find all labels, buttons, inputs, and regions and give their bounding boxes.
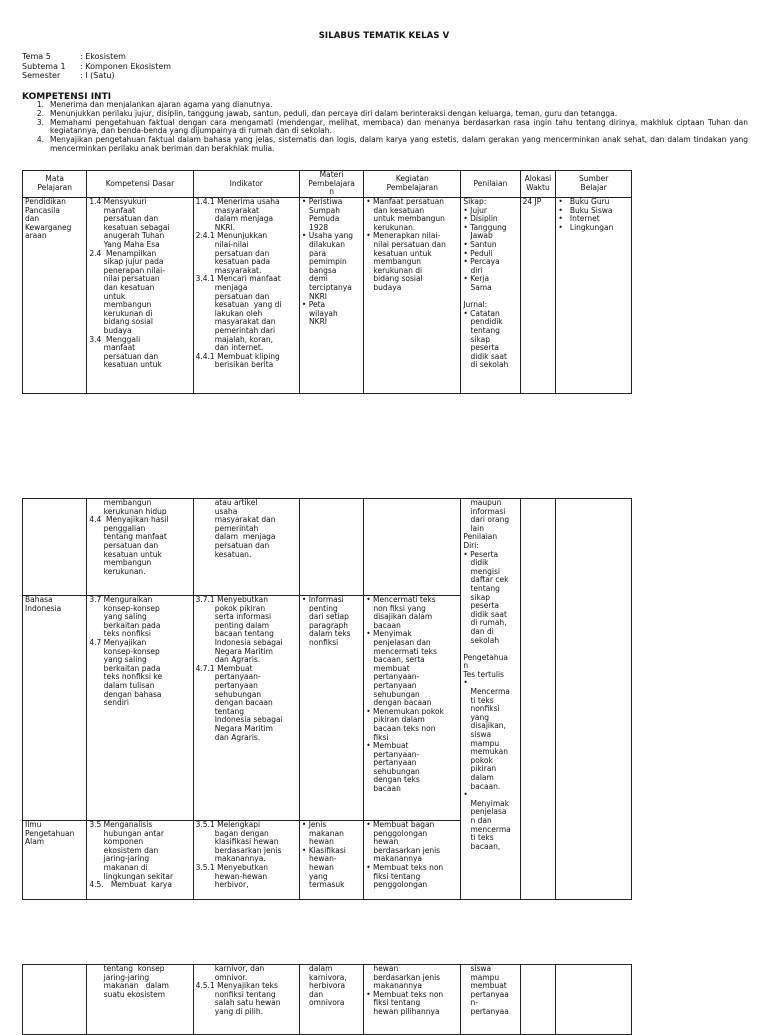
cell-materi: [299, 499, 363, 596]
cell-alokasi: [520, 499, 556, 900]
table-row-ppkn-continued: [23, 499, 632, 596]
ki-item: [22, 136, 748, 154]
theme-info: [22, 52, 171, 81]
cell-kegiatan: hewan berdasarkan jenis makanannya • Membuat teks non fiksi tentang hewan pilihannya: [364, 965, 461, 1035]
cell-kegiatan: • Mencermati teks non fiksi yang disajikan dalam bacaan • Menyimak penjelasan dan mencermati teks bacaan, serta membuat pertanyaan- pertanyaan sehubungan dengan bacaan • Menemukan pokok pikiran dalam bacaan teks non fiksi • Membuat pertanyaan- pertanyaan sehubungan dengan teks bacaan: [364, 596, 461, 821]
cell-mapel: [23, 499, 87, 596]
cell-kd: 3.7 Menguraikan konsep-konsep yang saling berkaitan pada teks nonfiksi 4.7 Menyajikan konsep-konsep yang saling berkaitan pada teks nonfiksi ke dalam tulisan dengan bahasa sendiri: [87, 596, 193, 821]
syllabus-table-page-2: [22, 498, 632, 900]
meta-key: Tema 5: [22, 52, 51, 61]
cell-kd: tentang konsep jaring-jaring makanan dalam suatu ekosistem: [87, 965, 193, 1035]
header-mata-pelajaran: Mata Pelajaran: [23, 171, 87, 198]
cell-materi: • Peristiwa Sumpah Pemuda 1928 • Usaha yang dilakukan para pemimpin bangsa demi terciptanya NKRI • Peta wilayah NKRI: [299, 198, 363, 394]
cell-kd: membangun kerukunan hidup 4.4 Menyajikan hasil penggalian tentang manfaat persatuan dan kesatuan untuk membangun kerukunan.: [87, 499, 193, 596]
meta-row-semester: [22, 71, 171, 81]
ki-text: Menyajikan pengetahuan faktual dalam bahasa yang jelas, sistematis dan logis, dalam karya yang estetis, dalam gerakan yang mencerminkan anak sehat, dan dalam tindakan yang mencerminkan perilaku anak beriman dan berakhlak mulia.: [50, 135, 748, 153]
cell-indikator: 1.4.1 Menerima usaha masyarakat dalam menjaga NKRI. 2.4.1 Menunjukkan nilai-nilai persatuan dan kesatuan pada masyarakat. 3.4.1 Mencari manfaat menjaga persatuan dan kesatuan yang di lakukan oleh masyarakat dan pemerintah dari majalah, koran, dan internet. 4.4.1 Membuat kliping berisikan berita: [193, 198, 299, 394]
meta-row-tema: [22, 52, 171, 62]
cell-mapel: Pendidikan Pancasila dan Kewarganeg araan: [23, 198, 87, 394]
cell-indikator: 3.7.1 Menyebutkan pokok pikiran serta informasi penting dalam bacaan tentang Indonesia sebagai Negara Maritim dan Agraris. 4.7.1 Membuat pertanyaan- pertanyaan sehubungan dengan bacaan tentang Indonesia sebagai Negara Maritim dan Agraris.: [193, 596, 299, 821]
cell-penilaian: Sikap: • Jujur • Disiplin • Tanggung Jawab • Santun • Peduli • Percaya diri • Kerja Sama Jurnal: • Catatan pendidik tentang sikap peserta didik saat di sekolah: [461, 198, 520, 394]
ki-list: [22, 101, 748, 154]
header-kompetensi-dasar: Kompetensi Dasar: [87, 171, 193, 198]
meta-key: Semester: [22, 71, 61, 80]
meta-value: : Ekosistem: [80, 52, 126, 61]
ki-number: 3.: [36, 117, 44, 127]
document-title: SILABUS TEMATIK KELAS V: [318, 31, 450, 41]
header-indikator: Indikator: [193, 171, 299, 198]
header-materi: Materi Pembelajara n: [299, 171, 363, 198]
syllabus-table-page-3: [22, 964, 632, 1035]
meta-key: Subtema 1: [22, 61, 66, 71]
header-alokasi: Alokasi Waktu: [520, 171, 556, 198]
cell-alokasi: 24 JP: [520, 198, 556, 394]
ki-number: 2.: [36, 108, 44, 118]
cell-alokasi: [520, 965, 556, 1035]
header-sumber: Sumber Belajar: [556, 171, 632, 198]
ki-number: 4.: [36, 135, 44, 145]
cell-indikator: atau artikel usaha masyarakat dan pemerintah dalam menjaga persatuan dan kesatuan.: [193, 499, 299, 596]
cell-indikator: 3.5.1 Melengkapi bagan dengan klasifikasi hewan berdasarkan jenis makanannya. 3.5.1 Menyebutkan hewan-hewan herbivor,: [193, 821, 299, 900]
ki-number: 1.: [36, 100, 44, 109]
header-kegiatan: Kegiatan Pembelajaran: [364, 171, 461, 198]
ki-text: Menerima dan menjalankan ajaran agama yang dianutnya.: [50, 100, 273, 109]
section-heading-ki: KOMPETENSI INTI: [22, 92, 112, 102]
cell-sumber: • Buku Guru • Buku Siswa • Internet • Lingkungan: [556, 198, 632, 394]
ki-item: [22, 119, 748, 137]
cell-kd: 3.5 Menganalisis hubungan antar komponen ekosistem dan jaring-jaring makanan di lingkungan sekitar 4.5. Membuat karya: [87, 821, 193, 900]
cell-mapel: [23, 965, 87, 1035]
cell-materi: dalam karnivora, herbivora dan omnivora: [299, 965, 363, 1035]
cell-mapel: Ilmu Pengetahuan Alam: [23, 821, 87, 900]
cell-sumber: [556, 965, 632, 1035]
meta-value: : Komponen Ekosistem: [80, 61, 172, 71]
table-row-ppkn: [23, 198, 632, 394]
cell-kegiatan: [364, 499, 461, 596]
table-header-row: [23, 171, 632, 198]
cell-indikator: karnivor, dan omnivor. 4.5.1 Menyajikan teks nonfiksi tentang salah satu hewan yang di pilih.: [193, 965, 299, 1035]
header-penilaian: Penilaian: [461, 171, 520, 198]
cell-materi: • Informasi penting dari setiap paragraph dalam teks nonfiksi: [299, 596, 363, 821]
cell-kd: 1.4 Mensyukuri manfaat persatuan dan kesatuan sebagai anugerah Tuhan Yang Maha Esa 2.4 Menampilkan sikap jujur pada penerapan nilai- nilai persatuan dan kesatuan untuk membangun kerukunan di bidang sosial budaya 3.4 Menggali manfaat persatuan dan kesatuan untuk: [87, 198, 193, 394]
cell-materi: • Jenis makanan hewan • Klasifikasi hewan- hewan yang termasuk: [299, 821, 363, 900]
meta-value: : I (Satu): [80, 71, 115, 80]
cell-kegiatan: • Manfaat persatuan dan kesatuan untuk membangun kerukunan. • Menerapkan nilai- nilai persatuan dan kesatuan untuk membangun kerukunan di bidang sosial budaya: [364, 198, 461, 394]
table-row-ipa-continued: [23, 965, 632, 1035]
ki-text: Menunjukkan perilaku jujur, disiplin, tanggung jawab, santun, peduli, dan percaya diri dalam berinteraksi dengan keluarga, teman, guru dan tetangga.: [50, 108, 618, 118]
cell-mapel: Bahasa Indonesia: [23, 596, 87, 821]
cell-penilaian: maupun informasi dari orang lain Penilaian Diri: • Peserta didik mengisi daftar cek tentang sikap peserta didik saat di rumah, dan di sekolah Pengetahua n Tes tertulis • Mencerma ti teks nonfiksi yang disajikan, siswa mampu memukan pokok pikiran dalam bacaan. • Menyimak penjelasa n dan mencerma ti teks bacaan,: [461, 499, 520, 900]
cell-penilaian: siswa mampu membuat pertanyaa n- pertanyaa: [461, 965, 520, 1035]
cell-sumber: [556, 499, 632, 900]
meta-row-subtema: [22, 62, 171, 72]
syllabus-table-page-1: [22, 170, 632, 394]
ki-text: Memahami pengetahuan faktual dengan cara mengamati (mendengar, melihat, membaca) dan menanya berdasarkan rasa ingin tahu tentang dirinya, makhluk ciptaan Tuhan dan kegiatannya, dan benda-benda yang dijumpainya di rumah dan di sekolah.: [50, 117, 748, 136]
cell-kegiatan: • Membuat bagan penggolongan hewan berdasarkan jenis makanannya • Membuat teks non fiksi tentang penggolongan: [364, 821, 461, 900]
